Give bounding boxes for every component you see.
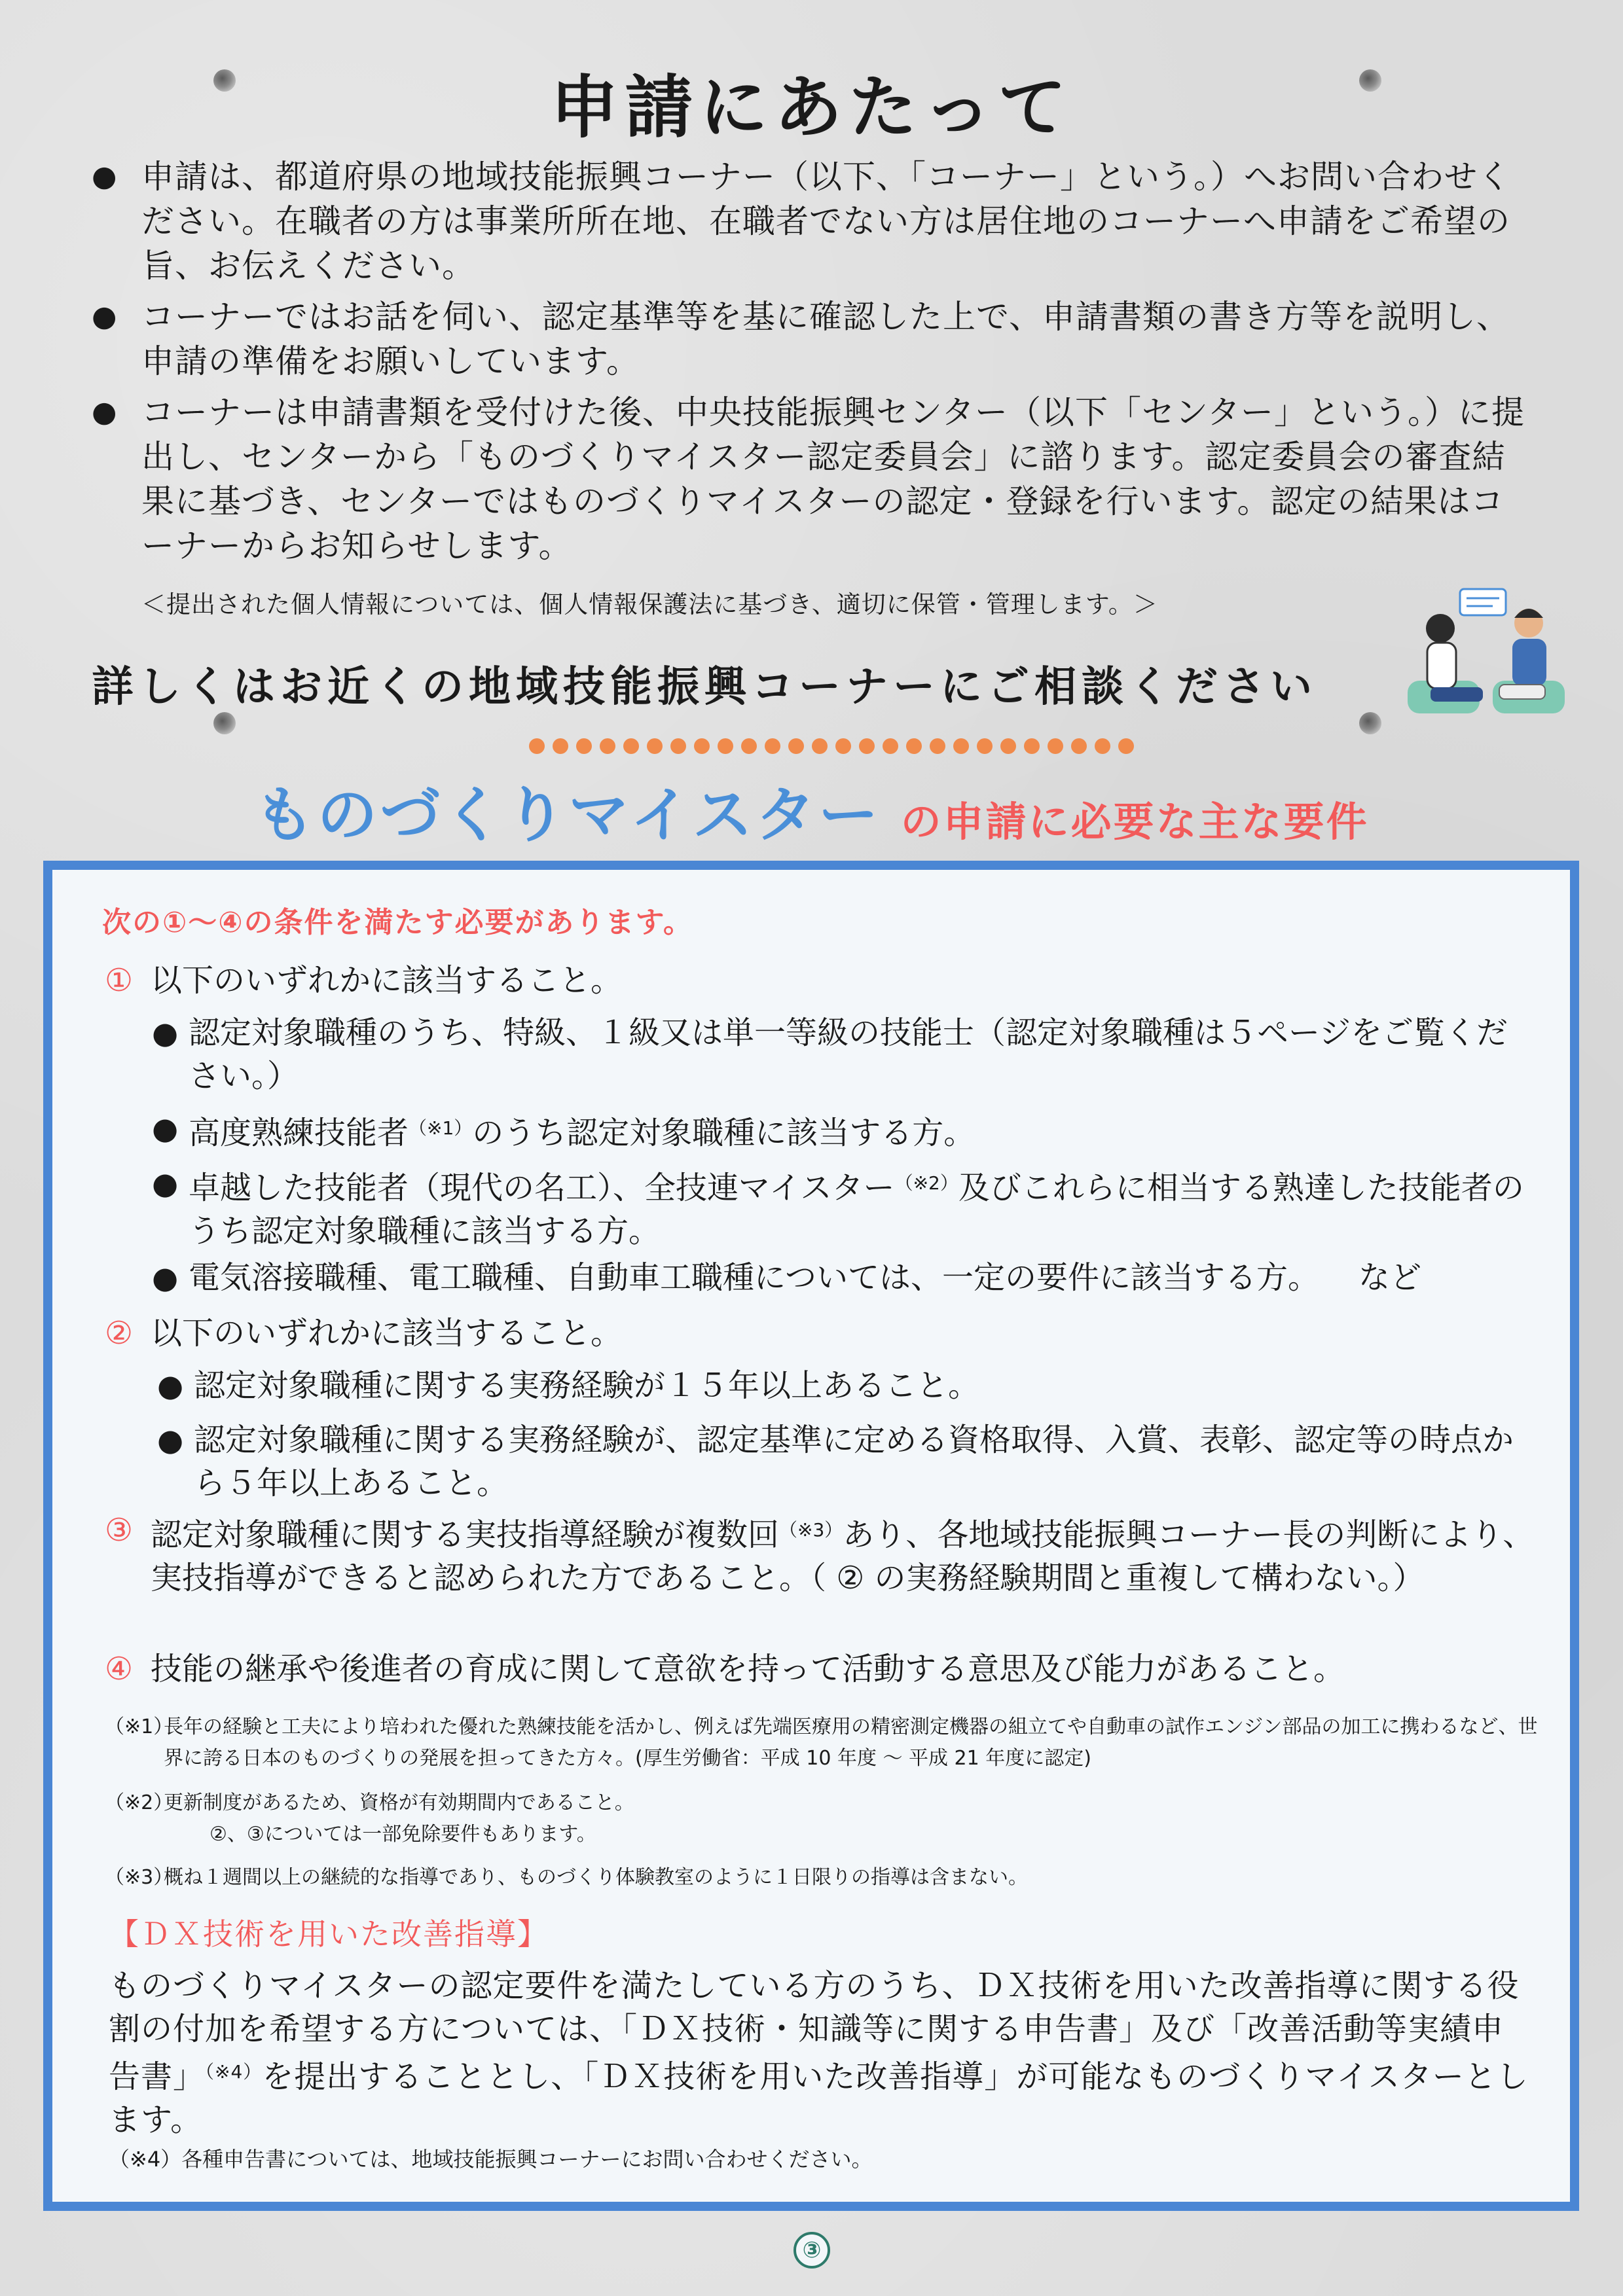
item-text-b: のうち認定対象職種に該当する方。 [472,1115,976,1151]
divider-dot [1118,738,1134,754]
divider-dot [953,738,969,754]
page-number: ③ [793,2232,830,2269]
condition-1-item [152,1162,1527,1253]
condition-text-b: あり、各地域技能振興コーナー長の判断により、実技指導ができると認められた方であること。（ ② の実務経験期間と重複して構わない。） [151,1516,1535,1596]
dx-body-b: を提出することとし、「ＤＸ技術を用いた改善指導」が可能なものづくりマイスターとします。 [109,2058,1529,2138]
condition-text: 以下のいずれかに該当すること。 [151,1315,623,1352]
divider-dot [623,738,639,754]
wall-hole [213,712,236,734]
intro-text: コーナーではお話を伺い、認定基準等を基に確認した上で、申請書類の書き方等を説明し、申請の準備をお願いしています。 [141,298,1510,380]
condition-1 [105,959,1545,1002]
divider-dot [859,738,875,754]
divider-dot [812,738,828,754]
footnote-ref: （※1） [409,1117,473,1139]
item-text-main: 電気溶接職種、電工職種、自動車工職種については、一定の要件に該当する方。 [189,1259,1320,1296]
footnote-ref: （※4） [205,2061,263,2083]
condition-2 [105,1312,1545,1355]
divider-dot [647,738,663,754]
condition-text-a: 認定対象職種に関する実技指導経験が複数回 [151,1516,780,1553]
item-text-a: 高度熟練技能者 [189,1115,409,1151]
divider-dot [1024,738,1040,754]
divider-dot [765,738,780,754]
item-text [189,1162,1527,1253]
item-text [189,1107,1527,1155]
intro-text: コーナーは申請書類を受付けた後、中央技能振興センター（以下「センター」という。）に提出し、センターから「ものづくりマイスター認定委員会」に諮ります。認定委員会の審査結果に基づき、センターではものづくりマイスターの認定・登録を行います。認定の結果はコーナーからお知らせします。 [141,393,1525,565]
bullet-icon: ● [157,1368,184,1403]
requirements-heading [0,767,1623,853]
divider-dot [741,738,757,754]
wall-hole [1359,712,1381,734]
footnote-key: （※1） [105,1715,173,1738]
bullet-icon: ● [92,300,117,333]
divider-dot [906,738,922,754]
requirements-heading-sub: の申請に必要な主な要件 [900,798,1369,846]
item-text: 認定対象職種に関する実務経験が１５年以上あること。 [194,1367,980,1404]
divider-dot [930,738,945,754]
footnote-key: （※3） [105,1866,173,1889]
condition-number: ④ [105,1651,134,1687]
requirements-panel [43,861,1579,2211]
intro-item [92,295,1532,384]
bullet-icon: ● [152,1111,179,1146]
divider-dot [977,738,993,754]
condition-number: ③ [105,1512,134,1549]
condition-text: 以下のいずれかに該当すること。 [151,962,623,999]
footnote-ref: （※3） [779,1519,843,1541]
bullet-icon: ● [157,1422,184,1458]
divider-dot [1095,738,1110,754]
divider-dot [576,738,592,754]
bullet-icon: ● [152,1015,179,1050]
item-text: 認定対象職種に関する実務経験が、認定基準に定める資格取得、入賞、表彰、認定等の時点から５年以上あること。 [194,1422,1514,1501]
divider-dot [553,738,568,754]
bullet-icon: ● [92,395,117,429]
consultation-illustration [1395,583,1578,740]
divider-dot [1000,738,1016,754]
footnote-1 [105,1712,1545,1774]
condition-text [151,1509,1545,1600]
page-title: 申請にあたって [550,67,1073,147]
divider-dot [718,738,733,754]
intro-item [92,154,1532,288]
footnote-text: 長年の経験と工夫により培われた優れた熟練技能を活かし、例えば先端医療用の精密測定機器の組立てや自動車の試作エンジン部品の加工に携わるなど、世界に誇る日本のものづくりの発展を担ってきた方々。(厚生労働省：平成 10 年度 ～ 平成 21 年度に認定) [164,1715,1538,1770]
divider-dot [835,738,851,754]
divider-dot [694,738,710,754]
bullet-icon: ● [152,1166,179,1201]
dx-title: 【ＤＸ技術を用いた改善指導】 [109,1916,549,1952]
condition-text: 技能の継承や後進者の育成に関して意欲を持って活動する意思及び能力があること。 [151,1651,1345,1687]
item-suffix: など [1359,1259,1422,1296]
condition-2-item [157,1364,1532,1407]
bullet-icon: ● [92,160,117,193]
item-text-b: 及びこれらに相当する熟達した技能者のうち認定対象職種に該当する方。 [189,1170,1524,1249]
condition-number: ② [105,1315,134,1352]
dx-body-a: ものづくりマイスターの認定要件を満たしている方のうち、ＤＸ技術を用いた改善指導に関する役割の付加を希望する方については、「ＤＸ技術・知識等に関する申告書」及び「改善活動等実績申告書」 [109,1967,1520,2095]
condition-2-item [157,1418,1532,1505]
divider-dot [600,738,615,754]
dx-body [109,1964,1529,2142]
condition-1-item [152,1256,1527,1299]
consult-heading: 詳しくはお近くの地域技能振興コーナーにご相談ください [92,663,1317,711]
condition-3 [105,1509,1545,1600]
item-text-a: 卓越した技能者（現代の名工）、全技連マイスター [189,1170,895,1206]
footnote-ref: （※2） [894,1172,958,1194]
divider-dot [529,738,545,754]
divider-dot [883,738,898,754]
footnote-4: （※4）各種申告書については、地域技能振興コーナーにお問い合わせください。 [109,2147,873,2172]
privacy-note: ＜提出された個人情報については、個人情報保護法に基づき、適切に保管・管理します。＞ [141,590,1158,619]
condition-4 [105,1647,1545,1691]
condition-1-item [152,1011,1527,1098]
item-text: 認定対象職種のうち、特級、１級又は単一等級の技能士（認定対象職種は５ページをご覧ください。） [189,1014,1508,1094]
footnote-key: （※2） [105,1791,173,1814]
dotted-divider [529,738,1144,758]
footnote-text: 更新制度があるため、資格が有効期間内であること。 [164,1791,634,1814]
conditions-intro: 次の①～④の条件を満たす必要があります。 [102,906,693,939]
divider-dot [788,738,804,754]
item-text [189,1256,1527,1299]
condition-number: ① [105,962,134,999]
footnote-extra: ②、③については一部免除要件もあります。 [210,1823,596,1846]
divider-dot [670,738,686,754]
condition-1-item [152,1107,1527,1155]
footnote-text: 概ね１週間以上の継続的な指導であり、ものづくり体験教室のように１日限りの指導は含まない。 [164,1866,1028,1889]
intro-item [92,390,1532,568]
requirements-heading-main: ものづくりマイスター [254,780,881,850]
bullet-icon: ● [152,1260,179,1295]
divider-dot [1048,738,1063,754]
footnote-2 [105,1787,1545,1850]
footnote-3 [105,1862,1545,1893]
divider-dot [1071,738,1087,754]
intro-text: 申請は、都道府県の地域技能振興コーナー（以下、「コーナー」という。）へお問い合わせください。在職者の方は事業所所在地、在職者でない方は居住地のコーナーへ申請をご希望の旨、お伝えください。 [141,158,1511,285]
